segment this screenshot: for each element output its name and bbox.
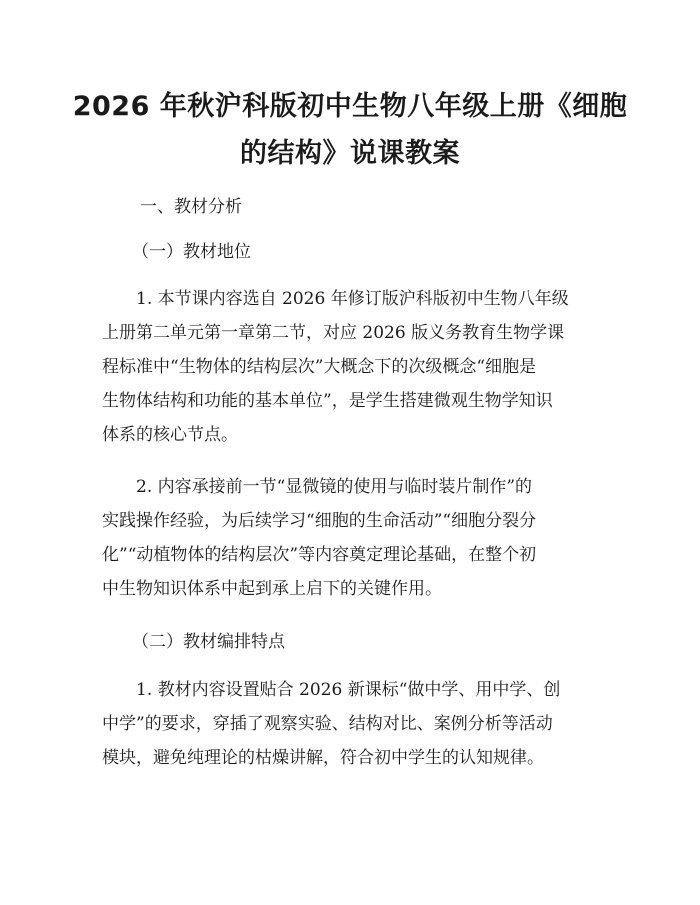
subsection-heading-material-position: （一）教材地位	[132, 242, 251, 262]
paragraph-3-line: 模块，避免纯理论的枯燥讲解，符合初中学生的认知规律。	[102, 748, 544, 768]
paragraph-3-line: 1. 教材内容设置贴合 2026 新课标“做中学、用中学、创	[136, 680, 561, 700]
paragraph-1-line: 上册第二单元第一章第二节，对应 2026 版义务教育生物学课	[102, 323, 565, 343]
subsection-heading-material-arrangement: （二）教材编排特点	[132, 632, 285, 652]
paragraph-2-line: 中生物知识体系中起到承上启下的关键作用。	[102, 579, 442, 599]
document-title-line-1: 2026 年秋沪科版初中生物八年级上册《细胞	[72, 91, 628, 122]
paragraph-1-line: 程标准中“生物体的结构层次”大概念下的次级概念“细胞是	[102, 357, 537, 377]
paragraph-2	[102, 470, 602, 606]
paragraph-1-line: 体系的核心节点。	[102, 425, 238, 445]
paragraph-2-line: 2. 内容承接前一节“显微镜的使用与临时装片制作”的	[136, 477, 533, 497]
document-title-line-2: 的结构》说课教案	[240, 138, 460, 169]
paragraph-1	[102, 282, 602, 452]
section-heading-teaching-material-analysis: 一、教材分析	[140, 197, 242, 217]
paragraph-1-line: 生物体结构和功能的基本单位”，是学生搭建微观生物学知识	[102, 391, 553, 411]
paragraph-2-line: 化”“动植物体的结构层次”等内容奠定理论基础，在整个初	[102, 545, 537, 565]
paragraph-3	[102, 673, 602, 775]
paragraph-1-line: 1. 本节课内容选自 2026 年修订版沪科版初中生物八年级	[136, 289, 569, 309]
paragraph-3-line: 中学”的要求，穿插了观察实验、结构对比、案例分析等活动	[102, 714, 553, 734]
paragraph-2-line: 实践操作经验，为后续学习“细胞的生命活动”“细胞分裂分	[102, 511, 537, 531]
